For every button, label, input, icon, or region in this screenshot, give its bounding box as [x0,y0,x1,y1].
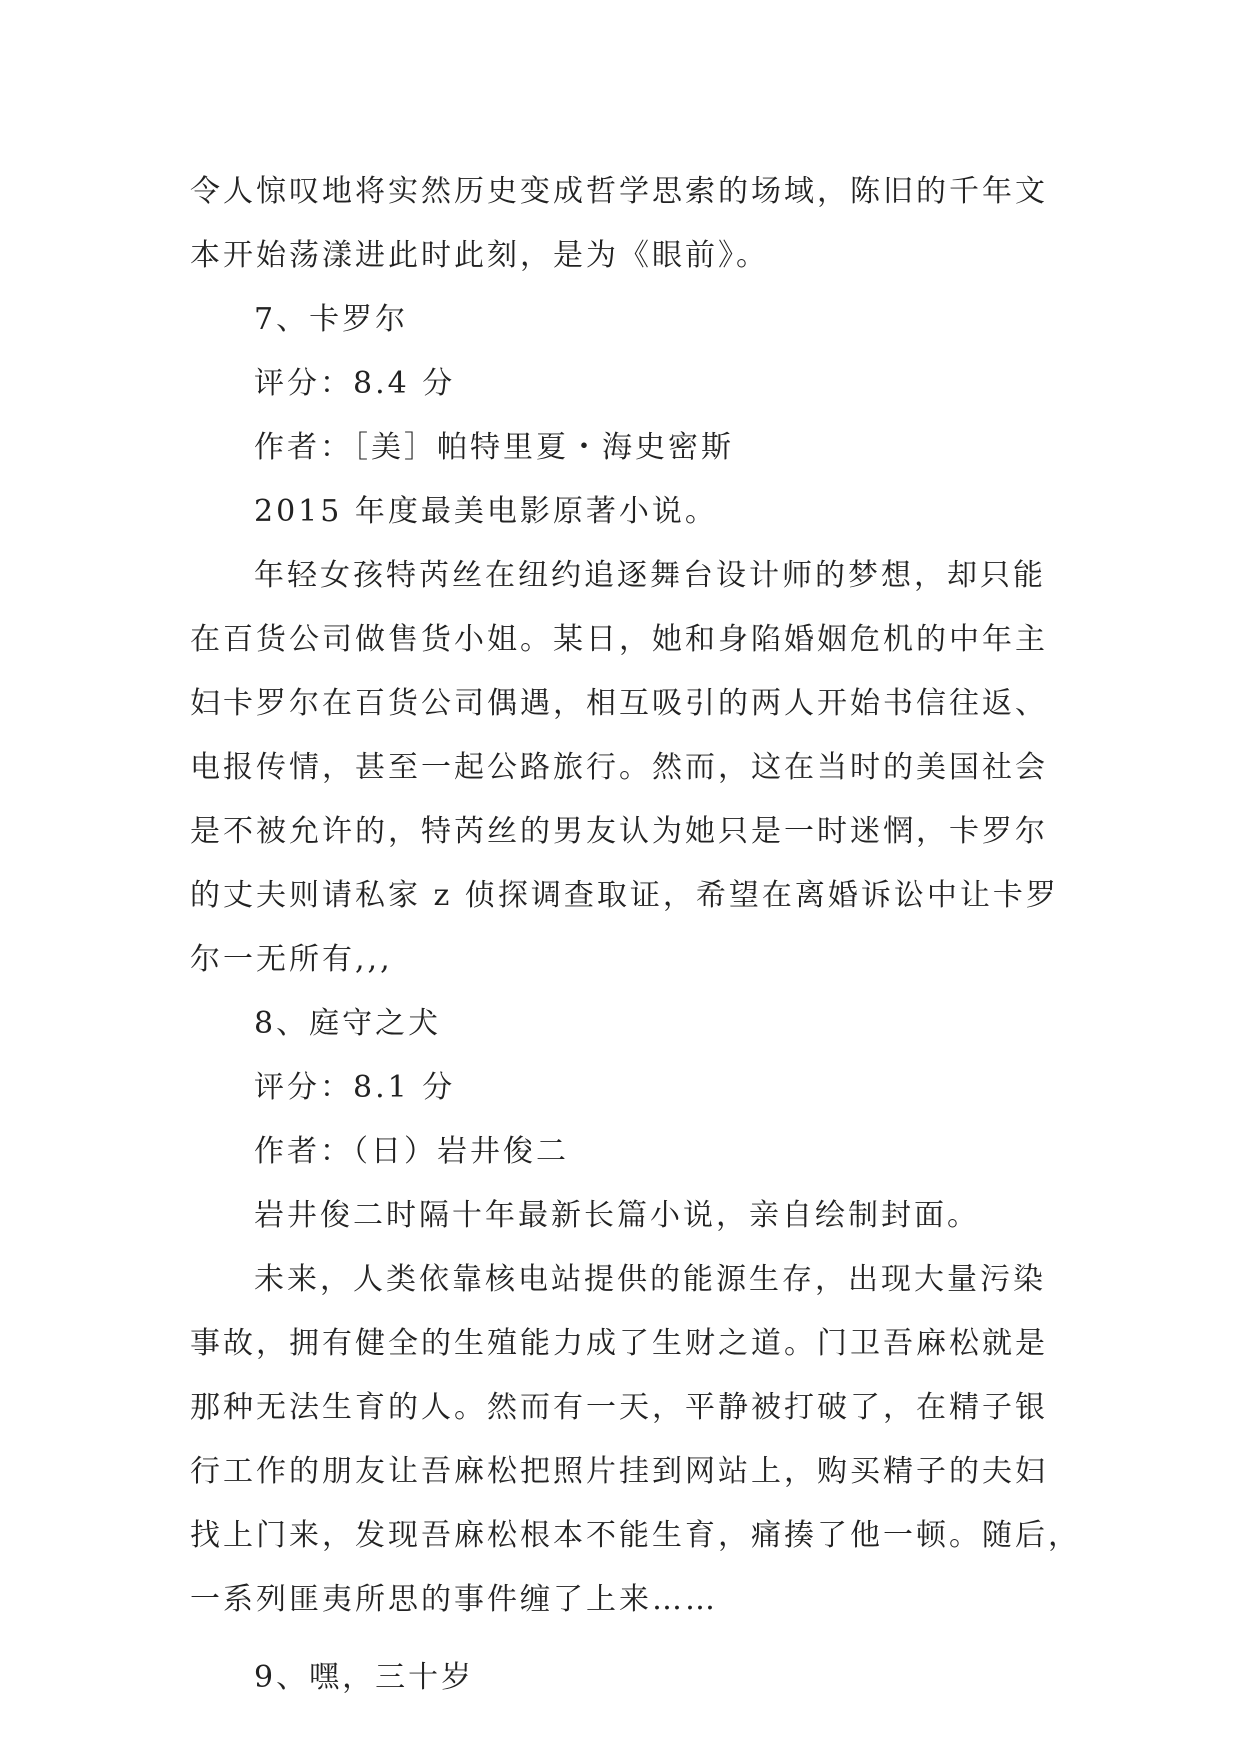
book-7-summary-line: 电报传情，甚至一起公路旅行。然而，这在当时的美国社会 [190,750,1048,785]
book-7-summary-line: 的丈夫则请私家 z 侦探调查取证，希望在离婚诉讼中让卡罗 [190,878,1059,913]
book-7-author: 作者：［美］帕特里夏・海史密斯 [254,430,734,465]
book-9-title: 9、嘿，三十岁 [254,1660,475,1695]
book-7-title: 7、卡罗尔 [254,302,409,337]
book-8-summary-line: 一系列匪夷所思的事件缠了上来…… [190,1582,718,1617]
book-7-summary-line: 尔一无所有,,, [190,942,393,977]
book-8-summary-line: 未来，人类依靠核电站提供的能源生存，出现大量污染 [254,1262,1046,1297]
book-8-summary-line: 行工作的朋友让吾麻松把照片挂到网站上，购买精子的夫妇 [190,1454,1048,1489]
book-7-tagline: 2015 年度最美电影原著小说。 [254,494,718,529]
book-8-title: 8、庭守之犬 [254,1006,442,1041]
book-7-rating: 评分：8.4 分 [254,366,456,401]
book-8-summary-line: 那种无法生育的人。然而有一天，平静被打破了，在精子银 [190,1390,1048,1425]
book-7-summary-line: 年轻女孩特芮丝在纽约追逐舞台设计师的梦想，却只能 [254,558,1046,593]
book-8-summary-line: 事故，拥有健全的生殖能力成了生财之道。门卫吾麻松就是 [190,1326,1048,1361]
book-8-rating: 评分：8.1 分 [254,1070,456,1105]
book-8-author: 作者：（日）岩井俊二 [254,1134,569,1169]
book-8-summary-line: 找上门来，发现吾麻松根本不能生育，痛揍了他一顿。随后， [190,1518,1081,1553]
intro-line: 令人惊叹地将实然历史变成哲学思索的场域，陈旧的千年文 [190,174,1048,209]
book-7-summary-line: 妇卡罗尔在百货公司偶遇，相互吸引的两人开始书信往返、 [190,686,1048,721]
book-8-tagline: 岩井俊二时隔十年最新长篇小说，亲自绘制封面。 [254,1198,980,1233]
document-body [190,160,1081,1710]
book-7-summary-line: 在百货公司做售货小姐。某日，她和身陷婚姻危机的中年主 [190,622,1048,657]
intro-line: 本开始荡漾进此时此刻，是为《眼前》。 [190,238,769,273]
book-7-summary-line: 是不被允许的，特芮丝的男友认为她只是一时迷惘，卡罗尔 [190,814,1048,849]
